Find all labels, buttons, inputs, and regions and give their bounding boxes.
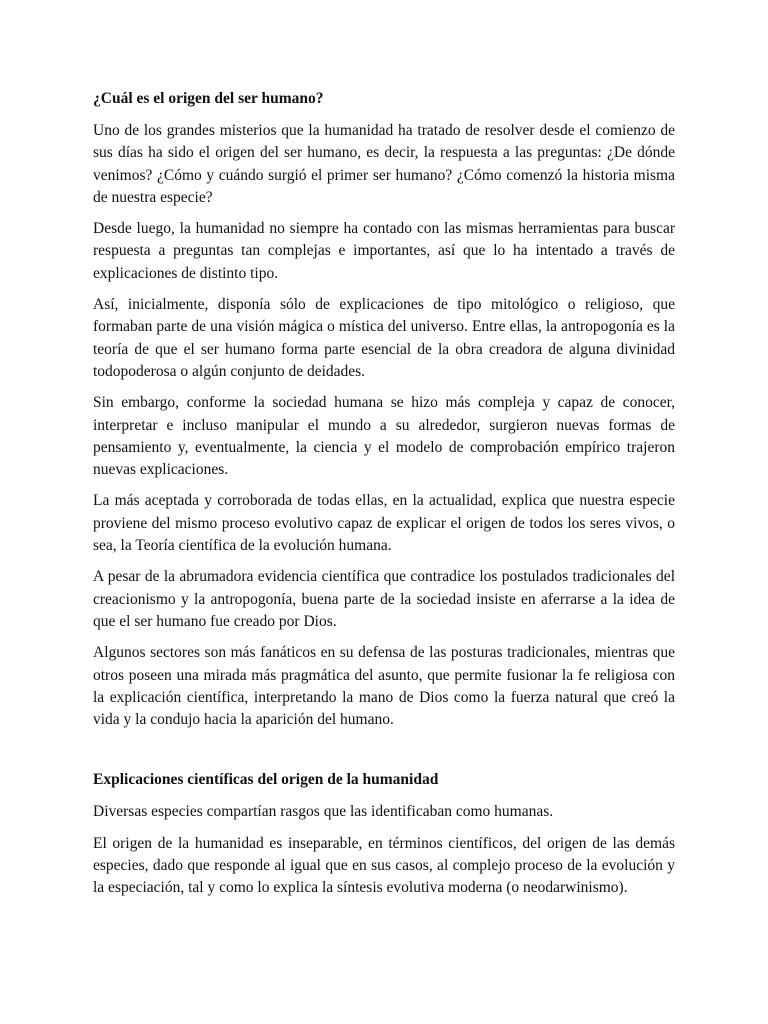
- paragraph: Diversas especies compartían rasgos que las identificaban como humanas.: [93, 803, 554, 821]
- section-explicaciones-cientificas: [93, 769, 675, 899]
- paragraph: La más aceptada y corroborada de todas ellas, en la actualidad, explica que nuestra especie proviene del mismo proceso evolutivo capaz de explicar el origen de todos los seres vivos, o sea, la Teoría científica de la evolución humana.: [93, 492, 675, 555]
- paragraph: El origen de la humanidad es inseparable, en términos científicos, del origen de las demás especies, dado que responde al igual que en sus casos, al complejo proceso de la evolución y la especiación, tal y como lo explica la síntesis evolutiva moderna (o neodarwinismo).: [93, 834, 675, 897]
- section-heading: Explicaciones científicas del origen de la humanidad: [93, 771, 439, 789]
- section-heading: ¿Cuál es el origen del ser humano?: [93, 90, 324, 107]
- paragraph: Uno de los grandes misterios que la humanidad ha tratado de resolver desde el comienzo de sus días ha sido el origen del ser humano, es decir, la respuesta a las preguntas: ¿De dónde venimos? ¿Cómo y cuándo surgió el primer ser humano? ¿Cómo comenzó la historia misma de nuestra especie?: [93, 122, 675, 206]
- paragraph: Algunos sectores son más fanáticos en su defensa de las posturas tradicionales, mientras que otros poseen una mirada más pragmática del asunto, que permite fusionar la fe religiosa con la explicación científica, interpretando la mano de Dios como la fuerza natural que creó la vida y la condujo hacia la aparición del humano.: [93, 644, 675, 729]
- paragraph: Desde luego, la humanidad no siempre ha contado con las mismas herramientas para buscar respuesta a preguntas tan complejas e importantes, así que lo ha intentado a través de explicaciones de distinto tipo.: [93, 220, 675, 282]
- paragraph: Sin embargo, conforme la sociedad humana se hizo más compleja y capaz de conocer, interpretar e incluso manipular el mundo a su alrededor, surgieron nuevas formas de pensamiento y, eventualmente, la ciencia y el modelo de comprobación empírico trajeron nuevas explicaciones.: [93, 394, 675, 479]
- paragraph: A pesar de la abrumadora evidencia científica que contradice los postulados tradicionales del creacionismo y la antropogonía, buena parte de la sociedad insiste en aferrarse a la idea de que el ser humano fue creado por Dios.: [93, 568, 675, 630]
- section-origen-ser-humano: [93, 88, 675, 731]
- paragraph: Así, inicialmente, disponía sólo de explicaciones de tipo mitológico o religioso, que formaban parte de una visión mágica o mística del universo. Entre ellas, la antropogonía es la teoría de que el ser humano forma parte esencial de la obra creadora de alguna divinidad todopoderosa o algún conjunto de deidades.: [93, 296, 675, 380]
